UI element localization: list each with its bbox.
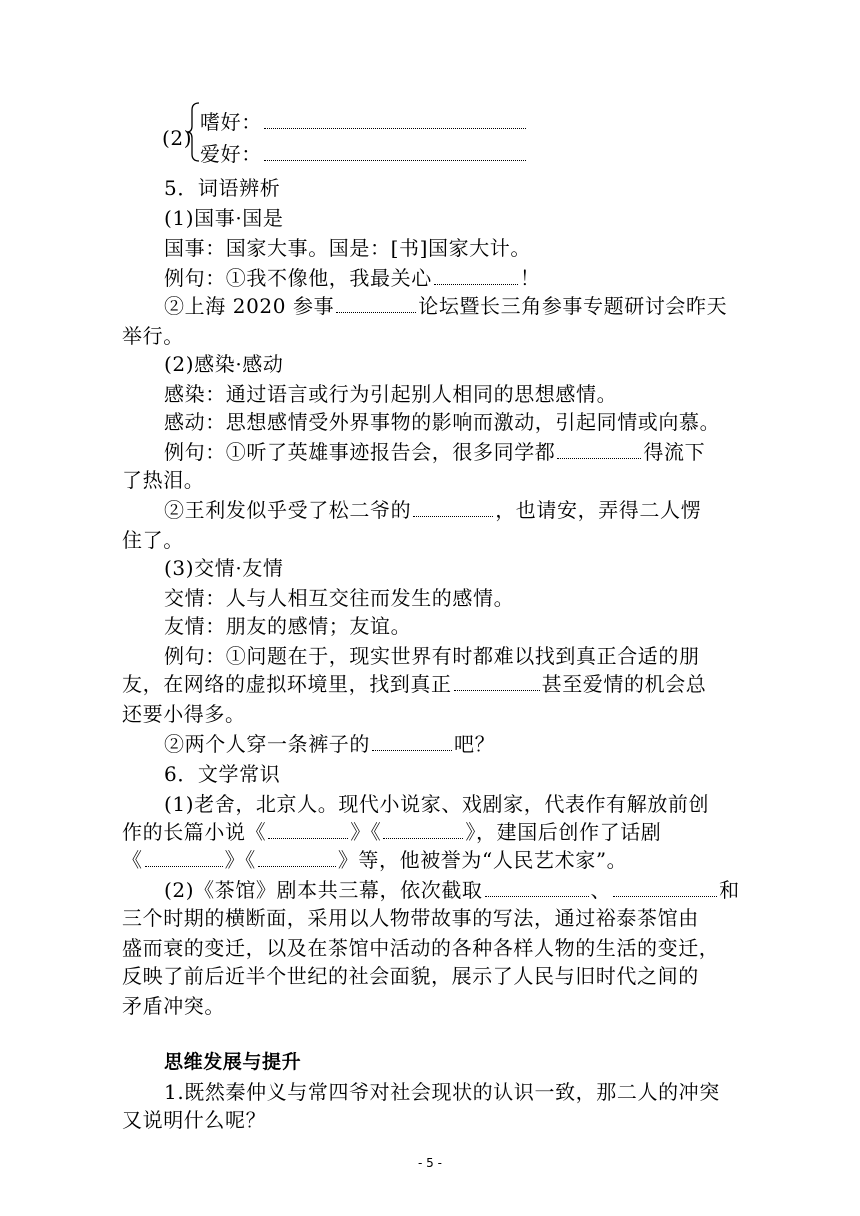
section-6-title: 6．文学常识	[164, 762, 281, 786]
literature-text: 》《	[350, 820, 382, 844]
question-1-line-1: 1.既然秦仲义与常四爷对社会现状的认识一致，那二人的冲突	[164, 1080, 720, 1104]
pair-3-example-1-cont	[122, 670, 706, 698]
item2-line-b	[200, 140, 528, 168]
example-text: 得流下	[643, 440, 706, 464]
pair-3-example-1-end: 还要小得多。	[122, 702, 246, 726]
example-text: 吧？	[454, 732, 496, 756]
example-text: 例句：①我不像他，我最关心	[164, 266, 432, 290]
pair-2-definition-2: 感动：思想感情受外界事物的影响而激动，引起同情或向慕。	[164, 410, 721, 434]
pair-3-example-1: 例句：①问题在于，现实世界有时都难以找到真正合适的朋	[164, 644, 700, 668]
pair-2-example-1	[164, 438, 705, 466]
literature-text: 》，建国后创作了话剧	[465, 820, 662, 844]
pair-3-definition-2: 友情：朋友的感情；友谊。	[164, 614, 412, 638]
example-text: ②两个人穿一条裤子的	[164, 732, 370, 756]
item2-line-b-text: 爱好：	[200, 142, 262, 166]
item2-line-a-text: 嗜好：	[200, 110, 262, 134]
literature-1-line-1: (1)老舍，北京人。现代小说家、戏剧家，代表作有解放前创	[164, 792, 710, 816]
literature-2-line-3: 盛而衰的变迁，以及在茶馆中活动的各种各样人物的生活的变迁，	[122, 936, 720, 960]
literature-text: (2)《茶馆》剧本共三幕，依次截取	[164, 878, 483, 902]
literature-text: 作的长篇小说《	[122, 820, 267, 844]
literature-text: 、	[590, 878, 612, 902]
pair-2-example-2-cont: 住了。	[122, 528, 184, 552]
literature-text: 》《	[224, 848, 256, 872]
literature-2-line-2: 三个时期的横断面，采用以人物带故事的写法，通过裕泰茶馆由	[122, 906, 699, 930]
answer-blank[interactable]	[264, 108, 526, 129]
pair-1-definition: 国事：国家大事。国是：[书]国家大计。	[164, 236, 532, 260]
answer-blank[interactable]	[264, 140, 526, 161]
pair-2-heading: (2)感染·感动	[164, 352, 284, 376]
literature-1-line-2	[122, 818, 661, 846]
answer-blank[interactable]	[557, 438, 641, 459]
item2-label: (2)	[162, 126, 193, 150]
literature-text: 和	[719, 878, 740, 902]
pair-3-heading: (3)交情·友情	[164, 556, 284, 580]
pair-2-definition-1: 感染：通过语言或行为引起别人相同的思想感情。	[164, 382, 618, 406]
pair-2-example-2	[164, 496, 701, 524]
section-heading: 思维发展与提升	[164, 1051, 302, 1073]
example-text: 例句：①听了英雄事迹报告会，很多同学都	[164, 440, 556, 464]
brace-icon	[186, 102, 200, 162]
question-1-line-2: 又说明什么呢？	[122, 1108, 267, 1132]
answer-blank[interactable]	[336, 292, 416, 313]
pair-2-example-1-cont: 了热泪。	[122, 468, 205, 492]
literature-2-line-5: 矛盾冲突。	[122, 994, 225, 1018]
answer-blank[interactable]	[485, 876, 589, 897]
answer-blank[interactable]	[434, 264, 518, 285]
literature-1-line-3	[122, 846, 627, 874]
section-5-title: 5．词语辨析	[164, 176, 281, 200]
literature-text: 》等，他被誉为“人民艺术家”。	[337, 848, 628, 872]
literature-text: 《	[122, 848, 143, 872]
pair-1-example-1	[164, 264, 540, 292]
item2-line-a	[200, 108, 528, 136]
answer-blank[interactable]	[372, 730, 452, 751]
example-text: ，也请安，弄得二人愣	[495, 498, 702, 522]
example-text: ②上海 2020 参事	[164, 294, 335, 318]
answer-blank[interactable]	[613, 876, 717, 897]
answer-blank[interactable]	[413, 496, 493, 517]
page-number: - 5 -	[418, 1156, 442, 1170]
answer-blank[interactable]	[454, 670, 540, 691]
answer-blank[interactable]	[383, 818, 463, 839]
example-text: ②王利发似乎受了松二爷的	[164, 498, 412, 522]
answer-blank[interactable]	[145, 846, 223, 867]
example-text: 甚至爱情的机会总	[541, 672, 707, 696]
answer-blank[interactable]	[258, 846, 336, 867]
pair-1-example-2	[164, 292, 727, 320]
example-text: 友，在网络的虚拟环境里，找到真正	[122, 672, 452, 696]
example-text: ！	[519, 266, 541, 290]
example-text: 论坛暨长三角参事专题研讨会昨天	[418, 294, 728, 318]
answer-blank[interactable]	[268, 818, 348, 839]
pair-3-definition-1: 交情：人与人相互交往而发生的感情。	[164, 586, 515, 610]
literature-2-line-4: 反映了前后近半个世纪的社会面貌，展示了人民与旧时代之间的	[122, 964, 699, 988]
literature-2-line-1	[164, 876, 740, 904]
pair-1-example-2-cont: 举行。	[122, 324, 184, 348]
pair-1-heading: (1)国事·国是	[164, 206, 284, 230]
pair-3-example-2	[164, 730, 495, 758]
